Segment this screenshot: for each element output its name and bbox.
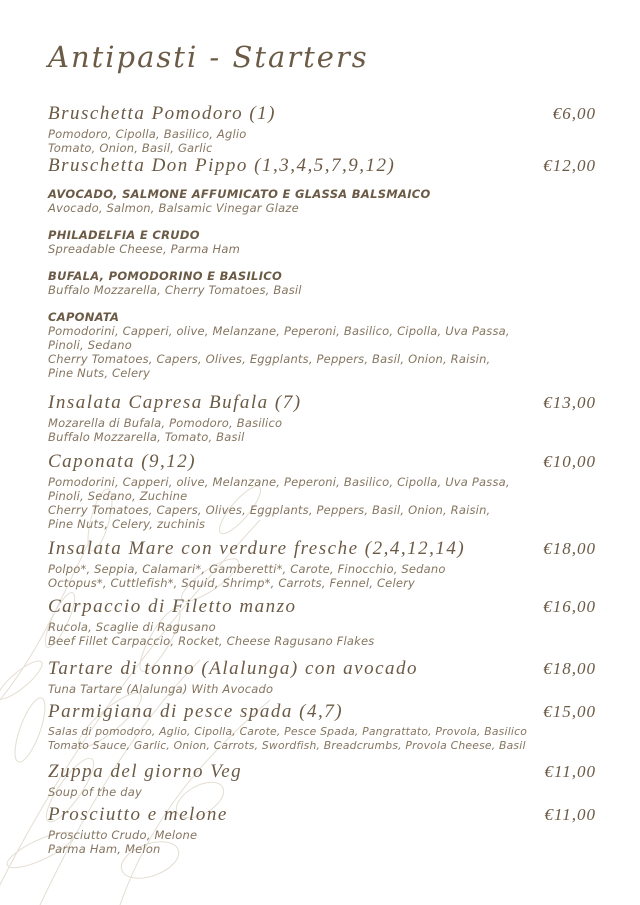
bruschetta-variant: [48, 310, 600, 380]
menu-item: [48, 701, 600, 753]
dish-description: Cherry Tomatoes, Capers, Olives, Eggplants, Peppers, Basil, Onion, Raisin,: [48, 352, 491, 366]
dish-name: Prosciutto e melone: [48, 804, 228, 825]
dish-name: Tartare di tonno (Alalunga) con avocado: [48, 658, 419, 679]
dish-description: Octopus*, Cuttlefish*, Squid, Shrimp*, Carrots, Fennel, Celery: [48, 576, 416, 590]
dish-description: Cherry Tomatoes, Capers, Olives, Eggplants, Peppers, Basil, Onion, Raisin,: [48, 503, 491, 517]
dish-description: Pine Nuts, Celery: [48, 366, 151, 380]
menu-item: [48, 596, 600, 648]
dish-price: €18,00: [543, 539, 596, 558]
dish-description: Tomato, Onion, Basil, Garlic: [48, 141, 213, 155]
dish-description: Parma Ham, Melon: [48, 842, 161, 856]
dish-description: Tomato Sauce, Garlic, Onion, Carrots, Swordfish, Breadcrumbs, Provola Cheese, Basil: [48, 739, 526, 752]
menu-item: [48, 761, 600, 799]
dish-price: €16,00: [543, 597, 596, 616]
dish-price: €13,00: [543, 393, 596, 412]
page-title: Antipasti - Starters: [48, 40, 369, 74]
dish-description: Pinoli, Sedano, Zuchine: [48, 489, 188, 503]
bruschetta-variant: [48, 269, 600, 297]
bruschetta-variant: [48, 228, 600, 256]
dish-price: €10,00: [543, 452, 596, 471]
variant-title: AVOCADO, SALMONE AFFUMICATO E GLASSA BALSMAICO: [48, 187, 431, 201]
dish-description: Buffalo Mozzarella, Tomato, Basil: [48, 430, 245, 444]
dish-description: Pomodoro, Cipolla, Basilico, Aglio: [48, 127, 247, 141]
menu-item: [48, 392, 600, 444]
dish-name: Bruschetta Don Pippo (1,3,4,5,7,9,12): [48, 155, 396, 176]
dish-description: Salas di pomodoro, Aglio, Cipolla, Carote, Pesce Spada, Pangrattato, Provola, Basilico: [48, 725, 528, 738]
dish-description: Buffalo Mozzarella, Cherry Tomatoes, Basil: [48, 283, 302, 297]
dish-description: Prosciutto Crudo, Melone: [48, 828, 198, 842]
menu-item: [48, 804, 600, 856]
dish-price: €11,00: [544, 762, 596, 781]
dish-description: Spreadable Cheese, Parma Ham: [48, 242, 240, 256]
dish-description: Avocado, Salmon, Balsamic Vinegar Glaze: [48, 201, 299, 215]
menu-item: [48, 451, 600, 531]
dish-description: Rucola, Scaglie di Ragusano: [48, 620, 216, 634]
variant-title: BUFALA, POMODORINO E BASILICO: [48, 269, 283, 283]
dish-description: Tuna Tartare (Alalunga) With Avocado: [48, 682, 274, 696]
dish-description: Pomodorini, Capperi, olive, Melanzane, Peperoni, Basilico, Cipolla, Uva Passa,: [48, 324, 510, 338]
dish-name: Bruschetta Pomodoro (1): [48, 103, 276, 124]
dish-price: €12,00: [543, 156, 596, 175]
dish-name: Caponata (9,12): [48, 451, 197, 472]
dish-description: Beef Fillet Carpaccio, Rocket, Cheese Ragusano Flakes: [48, 634, 375, 648]
dish-name: Parmigiana di pesce spada (4,7): [48, 701, 344, 722]
menu-item: [48, 538, 600, 590]
dish-name: Insalata Mare con verdure fresche (2,4,12,14): [48, 538, 466, 559]
menu-item: [48, 658, 600, 696]
dish-price: €11,00: [544, 805, 596, 824]
variant-title: CAPONATA: [48, 310, 120, 324]
dish-description: Pine Nuts, Celery, zuchinis: [48, 517, 206, 531]
dish-description: Pinoli, Sedano: [48, 338, 133, 352]
dish-description: Polpo*, Seppia, Calamari*, Gamberetti*, Carote, Finocchio, Sedano: [48, 562, 446, 576]
dish-price: €18,00: [543, 659, 596, 678]
dish-description: Mozarella di Bufala, Pomodoro, Basilico: [48, 416, 283, 430]
dish-description: Soup of the day: [48, 785, 143, 799]
menu-item: [48, 155, 600, 179]
dish-price: €15,00: [543, 702, 596, 721]
dish-price: €6,00: [552, 104, 596, 123]
menu-list: [48, 0, 600, 905]
dish-name: Insalata Capresa Bufala (7): [48, 392, 302, 413]
menu-item: [48, 103, 600, 155]
dish-description: Pomodorini, Capperi, olive, Melanzane, Peperoni, Basilico, Cipolla, Uva Passa,: [48, 475, 510, 489]
dish-name: Zuppa del giorno Veg: [48, 761, 243, 782]
variant-title: PHILADELFIA E CRUDO: [48, 228, 200, 242]
dish-name: Carpaccio di Filetto manzo: [48, 596, 297, 617]
bruschetta-variant: [48, 187, 600, 215]
